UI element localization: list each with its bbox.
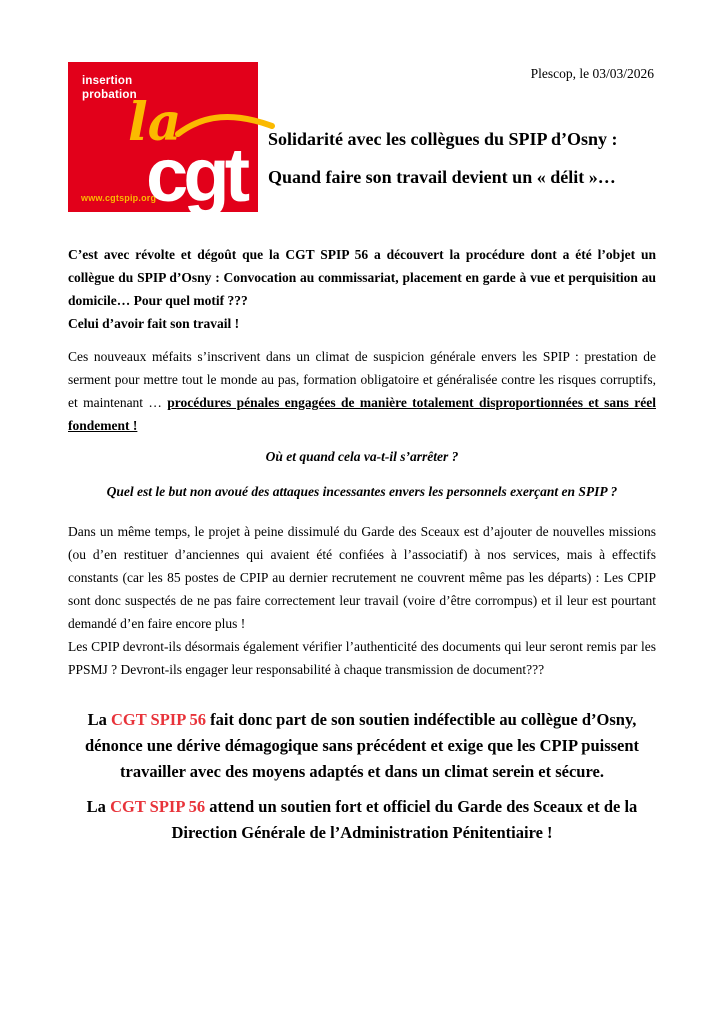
logo-org-line-2: probation: [82, 88, 137, 101]
statement-support: [68, 707, 656, 785]
document-body: [68, 243, 656, 846]
text-segment: Où et quand cela va-t-il s’arrêter ?: [265, 449, 459, 464]
text-segment: attend un soutien fort et officiel du Garde des Sceaux et de la Direction Générale de l’Administration Pénitentiaire !: [171, 797, 638, 842]
title-line-2: Quand faire son travail devient un « délit »…: [268, 167, 616, 187]
logo-cgt-wordmark: cgt: [146, 133, 245, 218]
text-segment: Quel est le but non avoué des attaques incessantes envers les personnels exerçant en SPIP ?: [106, 484, 618, 499]
text-segment: Dans un même temps, le projet à peine dissimulé du Garde des Sceaux est d’ajouter de nouvelles missions (ou d’en restituer d’anciennes qui avaient été confiées à l’associatif) à nos services, mais à effectifs constants (car les 85 postes de CPIP au dernier recrutement ne couvrent même pas les départs) : Les CPIP sont donc suspectés de ne pas faire correctement leur travail (voire d’être corrompus) et il leur est pourtant demandé d’en faire encore plus !: [68, 524, 656, 631]
logo-la-script-icon: [126, 88, 276, 152]
date-line: Plescop, le 03/03/2026: [530, 66, 654, 81]
paragraph-context: [68, 345, 656, 437]
text-segment: procédures pénales engagées de manière totalement disproportionnées et sans réel fondement !: [68, 395, 656, 433]
text-segment: Celui d’avoir fait son travail !: [68, 316, 240, 331]
logo-la-text: la: [128, 92, 182, 153]
logo-org-line-1: insertion: [82, 75, 133, 87]
text-segment: La: [87, 710, 111, 729]
statement-demand: [68, 794, 656, 846]
text-segment: La: [86, 797, 111, 816]
cgt-spip-56-highlight: CGT SPIP 56: [110, 797, 206, 816]
logo-website-url: www.cgtspip.org: [81, 193, 157, 203]
cgt-spip-56-highlight: CGT SPIP 56: [110, 710, 207, 729]
paragraph-intro: [68, 243, 656, 335]
text-segment: C’est avec révolte et dégoût que la CGT SPIP 56 a découvert la procédure dont a été l’objet un collègue du SPIP d’Osny : Convocation au commissariat, placement en garde à vue et perquisition au domicile… Pour quel motif ???: [68, 247, 656, 308]
text-segment: Les CPIP devront-ils désormais également vérifier l’authenticité des documents qui leur seront remis par les PPSMJ ? Devront-ils engager leur responsabilité à chaque transmission de document???: [68, 639, 656, 677]
cgt-logo: [68, 62, 258, 218]
question-1: [68, 445, 656, 468]
title-line-1: Solidarité avec les collègues du SPIP d’Osny :: [268, 129, 618, 149]
question-2: [68, 480, 656, 503]
text-segment: Ces nouveaux méfaits s’inscrivent dans un climat de suspicion générale envers les SPIP : prestation de serment pour mettre tout le monde au pas, formation obligatoire et généralisée contre les risques corruptifs, et maintenant …: [68, 349, 656, 410]
text-segment: fait donc part de son soutien indéfectible au collègue d’Osny, dénonce une dérive démagogique sans précédent et exige que les CPIP puissent travailler avec des moyens adaptés et dans un climat serein et sécure.: [84, 710, 640, 781]
paragraph-details: [68, 520, 656, 681]
document-title: [268, 120, 670, 196]
